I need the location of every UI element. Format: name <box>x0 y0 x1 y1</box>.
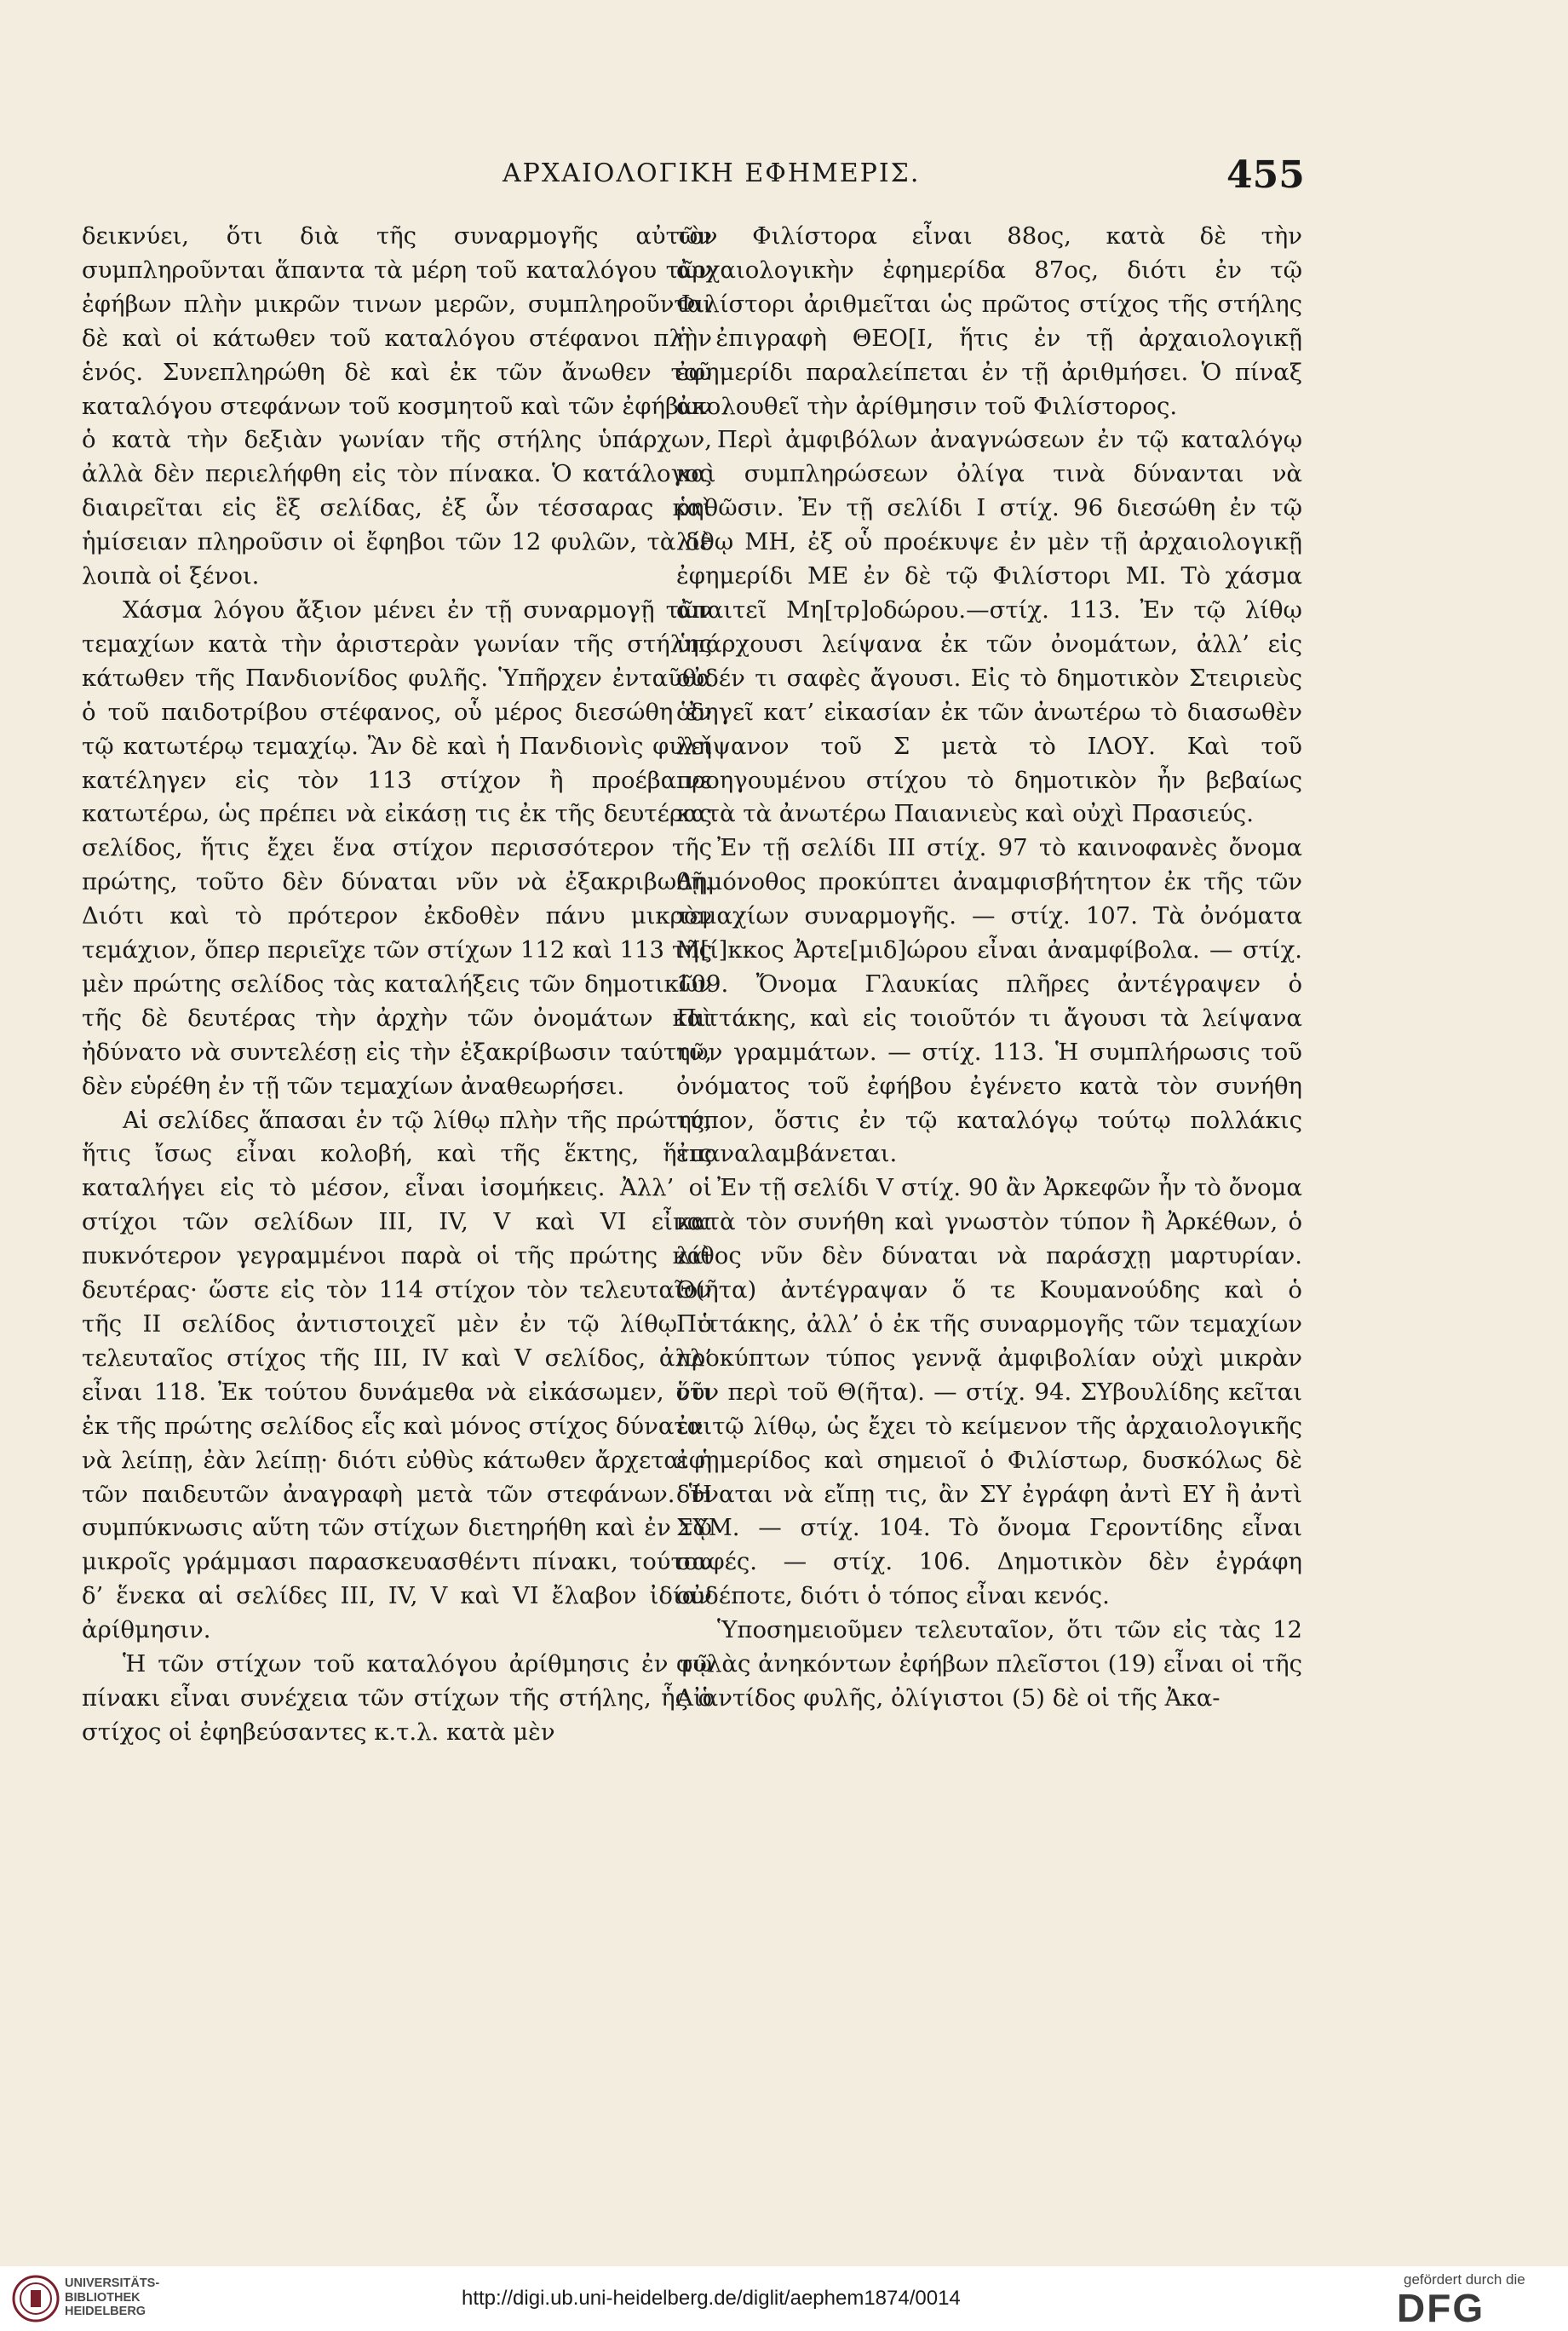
page-number: 455 <box>1226 153 1305 197</box>
dfg-logo: DFG <box>1397 2286 1485 2330</box>
left-paragraph-1: δεικνύει, ὅτι διὰ τῆς συναρμογῆς αὐτῶν συμπληροῦνται ἅπαντα τὰ μέρη τοῦ καταλόγου τῶν ἐφήβων πλὴν μικρῶν τινων μερῶν, συμπληροῦνται δὲ καὶ οἱ κάτωθεν τοῦ καταλόγου στέφανοι πλὴν ἑνός. Συνεπληρώθη δὲ καὶ ἐκ τῶν ἄνωθεν τοῦ καταλόγου στεφάνων τοῦ κοσμητοῦ καὶ τῶν ἐφήβων ὁ κατὰ τὴν δεξιὰν γωνίαν τῆς στήλης ὑπάρχων, ἀλλὰ δὲν περιελήφθη εἰς τὸν πίνακα. Ὁ κατάλογος διαιρεῖται εἰς ἓξ σελίδας, ἐξ ὧν τέσσαρας καὶ ἡμίσειαν πληροῦσιν οἱ ἔφηβοι τῶν 12 φυλῶν, τὰ δὲ λοιπὰ οἱ ξένοι. <box>82 222 712 590</box>
university-line-2: BIBLIOTHEK <box>65 2290 141 2305</box>
right-paragraph-4: Ἐν τῇ σελίδι V στίχ. 90 ἂν Ἀρκεφῶν ἦν τὸ ὄνομα κατὰ τὸν συνήθη καὶ γνωστὸν τύπον ἢ Ἀρκέθων, ὁ λίθος νῦν δὲν δύναται νὰ παράσχῃ μαρτυρίαν. Θ(ῆτα) ἀντέγραψαν ὅ τε Κουμανούδης καὶ ὁ Πιττάκης, ἀλλ’ ὁ ἐκ τῆς συναρμογῆς τῶν τεμαχίων προκύπτων τύπος γεννᾷ ἀμφιβολίαν οὐχὶ μικρὰν νῦν περὶ τοῦ Θ(ῆτα). — στίχ. 94. ΣΥβουλίδης κεῖται ἐν τῷ λίθῳ, ὡς ἔχει τὸ κείμενον τῆς ἀρχαιολογικῆς ἐφημερίδος καὶ σημειοῖ ὁ Φιλίστωρ, δυσκόλως δὲ δύναται νὰ εἴπῃ τις, ἂν ΣΥ ἐγράφη ἀντὶ ΕΥ ἢ ἀντὶ ΣΥΜ. — στίχ. 104. Τὸ ὄνομα Γεροντίδης εἶναι σαφές. — στίχ. 106. Δημοτικὸν δὲν ἐγράφη οὐδέποτε, διότι ὁ τόπος εἶναι κενός. <box>676 1174 1302 1610</box>
footer-bar <box>0 2266 1568 2331</box>
page-header <box>0 153 1568 204</box>
source-url-link[interactable]: http://digi.ub.uni-heidelberg.de/diglit/aephem1874/0014 <box>462 2287 961 2310</box>
left-paragraph-2: Χάσμα λόγου ἄξιον μένει ἐν τῇ συναρμογῇ τῶν τεμαχίων κατὰ τὴν ἀριστερὰν γωνίαν τῆς στήλης κάτωθεν τῆς Πανδιονίδος φυλῆς. Ὑπῆρχεν ἐνταῦθα ὁ τοῦ παιδοτρίβου στέφανος, οὗ μέρος διεσώθη ἐν τῷ κατωτέρῳ τεμαχίῳ. Ἂν δὲ καὶ ἡ Πανδιονὶς φυλὴ κατέληγεν εἰς τὸν 113 στίχον ἢ προέβαινε κατωτέρω, ὡς πρέπει νὰ εἰκάσῃ τις ἐκ τῆς δευτέρας σελίδος, ἥτις ἔχει ἕνα στίχον περισσότερον τῆς πρώτης, τοῦτο δὲν δύναται νῦν νὰ ἐξακριβωθῇ. Διότι καὶ τὸ πρότερον ἐκδοθὲν πάνυ μικρὸν τεμάχιον, ὅπερ περιεῖχε τῶν στίχων 112 καὶ 113 τῆς μὲν πρώτης σελίδος τὰς καταλήξεις τῶν δημοτικῶν τῆς δὲ δευτέρας τὴν ἀρχὴν τῶν ὀνομάτων καὶ ἠδύνατο νὰ συντελέσῃ εἰς τὴν ἐξακρίβωσιν ταύτην, δὲν εὑρέθη ἐν τῇ τῶν τεμαχίων ἀναθεωρήσει. <box>82 596 712 1100</box>
university-line-3: HEIDELBERG <box>65 2305 146 2318</box>
right-paragraph-2: Περὶ ἀμφιβόλων ἀναγνώσεων ἐν τῷ καταλόγῳ καὶ συμπληρώσεων ὀλίγα τινὰ δύνανται νὰ ῥηθῶσιν. Ἐν τῇ σελίδι I στίχ. 96 διεσώθη ἐν τῷ λίθῳ ΜΗ, ἐξ οὗ προέκυψε ἐν μὲν τῇ ἀρχαιολογικῇ ἐφημερίδι ΜΕ ἐν δὲ τῷ Φιλίστορι ΜΙ. Τὸ χάσμα ἀπαιτεῖ Μη[τρ]οδώρου.—στίχ. 113. Ἐν τῷ λίθῳ ὑπάρχουσι λείψανα ἐκ τῶν ὀνομάτων, ἀλλ’ εἰς οὐδέν τι σαφὲς ἄγουσι. Εἰς τὸ δημοτικὸν Στειριεὺς ὁδηγεῖ κατ’ εἰκασίαν ἐκ τῶν ἀνωτέρω τὸ διασωθὲν λείψανον τοῦ Σ μετὰ τὸ ΙΛΟΥ. Καὶ τοῦ προηγουμένου στίχου τὸ δημοτικὸν ἦν βεβαίως κατὰ τὰ ἀνωτέρω Παιανιεὺς καὶ οὐχὶ Πρασιεύς. <box>676 426 1302 828</box>
left-paragraph-3: Αἱ σελίδες ἅπασαι ἐν τῷ λίθῳ πλὴν τῆς πρώτης, ἥτις ἴσως εἶναι κολοβή, καὶ τῆς ἕκτης, ἥτις καταλήγει εἰς τὸ μέσον, εἶναι ἰσομήκεις. Ἀλλ’ οἱ στίχοι τῶν σελίδων III, IV, V καὶ VI εἶναι πυκνότερον γεγραμμένοι παρὰ οἱ τῆς πρώτης καὶ δευτέρας· ὥστε εἰς τὸν 114 στίχον τὸν τελευταῖον τῆς II σελίδος ἀντιστοιχεῖ μὲν ἐν τῷ λίθῳ ὁ τελευταῖος στίχος τῆς III, IV καὶ V σελίδος, ἀλλ’ εἶναι 118. Ἐκ τούτου δυνάμεθα νὰ εἰκάσωμεν, ὅτι ἐκ τῆς πρώτης σελίδος εἷς καὶ μόνος στίχος δύναται νὰ λείπῃ, ἐὰν λείπῃ· διότι εὐθὺς κάτωθεν ἄρχεται ἡ τῶν παιδευτῶν ἀναγραφὴ μετὰ τῶν στεφάνων. Ἡ συμπύκνωσις αὕτη τῶν στίχων διετηρήθη καὶ ἐν τῷ μικροῖς γράμμασι παρασκευασθέντι πίνακι, τούτου δ’ ἕνεκα αἱ σελίδες III, IV, V καὶ VI ἔλαβον ἰδίαν ἀρίθμησιν. <box>82 1106 712 1644</box>
university-name <box>65 2276 159 2319</box>
right-column <box>676 220 1302 1716</box>
right-paragraph-3: Ἐν τῇ σελίδι III στίχ. 97 τὸ καινοφανὲς ὄνομα Δημόνοθος προκύπτει ἀναμφισβήτητον ἐκ τῆς τῶν τεμαχίων συναρμογῆς. — στίχ. 107. Τὰ ὀνόματα Μ[ί]κκος Ἀρτε[μιδ]ώρου εἶναι ἀναμφίβολα. — στίχ. 109. Ὄνομα Γλαυκίας πλῆρες ἀντέγραψεν ὁ Πιττάκης, καὶ εἰς τοιοῦτόν τι ἄγουσι τὰ λείψανα τῶν γραμμάτων. — στίχ. 113. Ἡ συμπλήρωσις τοῦ ὀνόματος τοῦ ἐφήβου ἐγένετο κατὰ τὸν συνήθη τύπον, ὅστις ἐν τῷ καταλόγῳ τούτῳ πολλάκις ἐπαναλαμβάνεται. <box>676 834 1302 1168</box>
right-paragraph-5: Ὑποσημειοῦμεν τελευταῖον, ὅτι τῶν εἰς τὰς 12 φυλὰς ἀνηκόντων ἐφήβων πλεῖστοι (19) εἶναι οἱ τῆς Αἰαντίδος φυλῆς, ὀλίγιστοι (5) δὲ οἱ τῆς Ἀκα- <box>676 1616 1302 1712</box>
left-column <box>82 220 712 1750</box>
left-paragraph-4: Ἡ τῶν στίχων τοῦ καταλόγου ἀρίθμησις ἐν τῷ πίνακι εἶναι συνέχεια τῶν στίχων τῆς στήλης, ἧς ὁ στίχος οἱ ἐφηβεύσαντες κ.τ.λ. κατὰ μὲν <box>82 1650 712 1746</box>
university-line-1: UNIVERSITÄTS- <box>65 2276 160 2290</box>
right-paragraph-1: τὸν Φιλίστορα εἶναι 88ος, κατὰ δὲ τὴν ἀρχαιολογικὴν ἐφημερίδα 87ος, διότι ἐν τῷ Φιλίστορι ἀριθμεῖται ὡς πρῶτος στίχος τῆς στήλης ἡ ἐπιγραφὴ ΘΕΟ[Ι, ἥτις ἐν τῇ ἀρχαιολογικῇ ἐφημερίδι παραλείπεται ἐν τῇ ἀριθμήσει. Ὁ πίναξ ἀκολουθεῖ τὴν ἀρίθμησιν τοῦ Φιλίστορος. <box>676 222 1302 420</box>
university-seal-icon <box>12 2275 60 2322</box>
running-head: ΑΡΧΑΙΟΛΟΓΙΚΗ ΕΦΗΜΕΡΙΣ. <box>503 158 921 188</box>
funding-text: gefördert durch die <box>1404 2271 1525 2288</box>
